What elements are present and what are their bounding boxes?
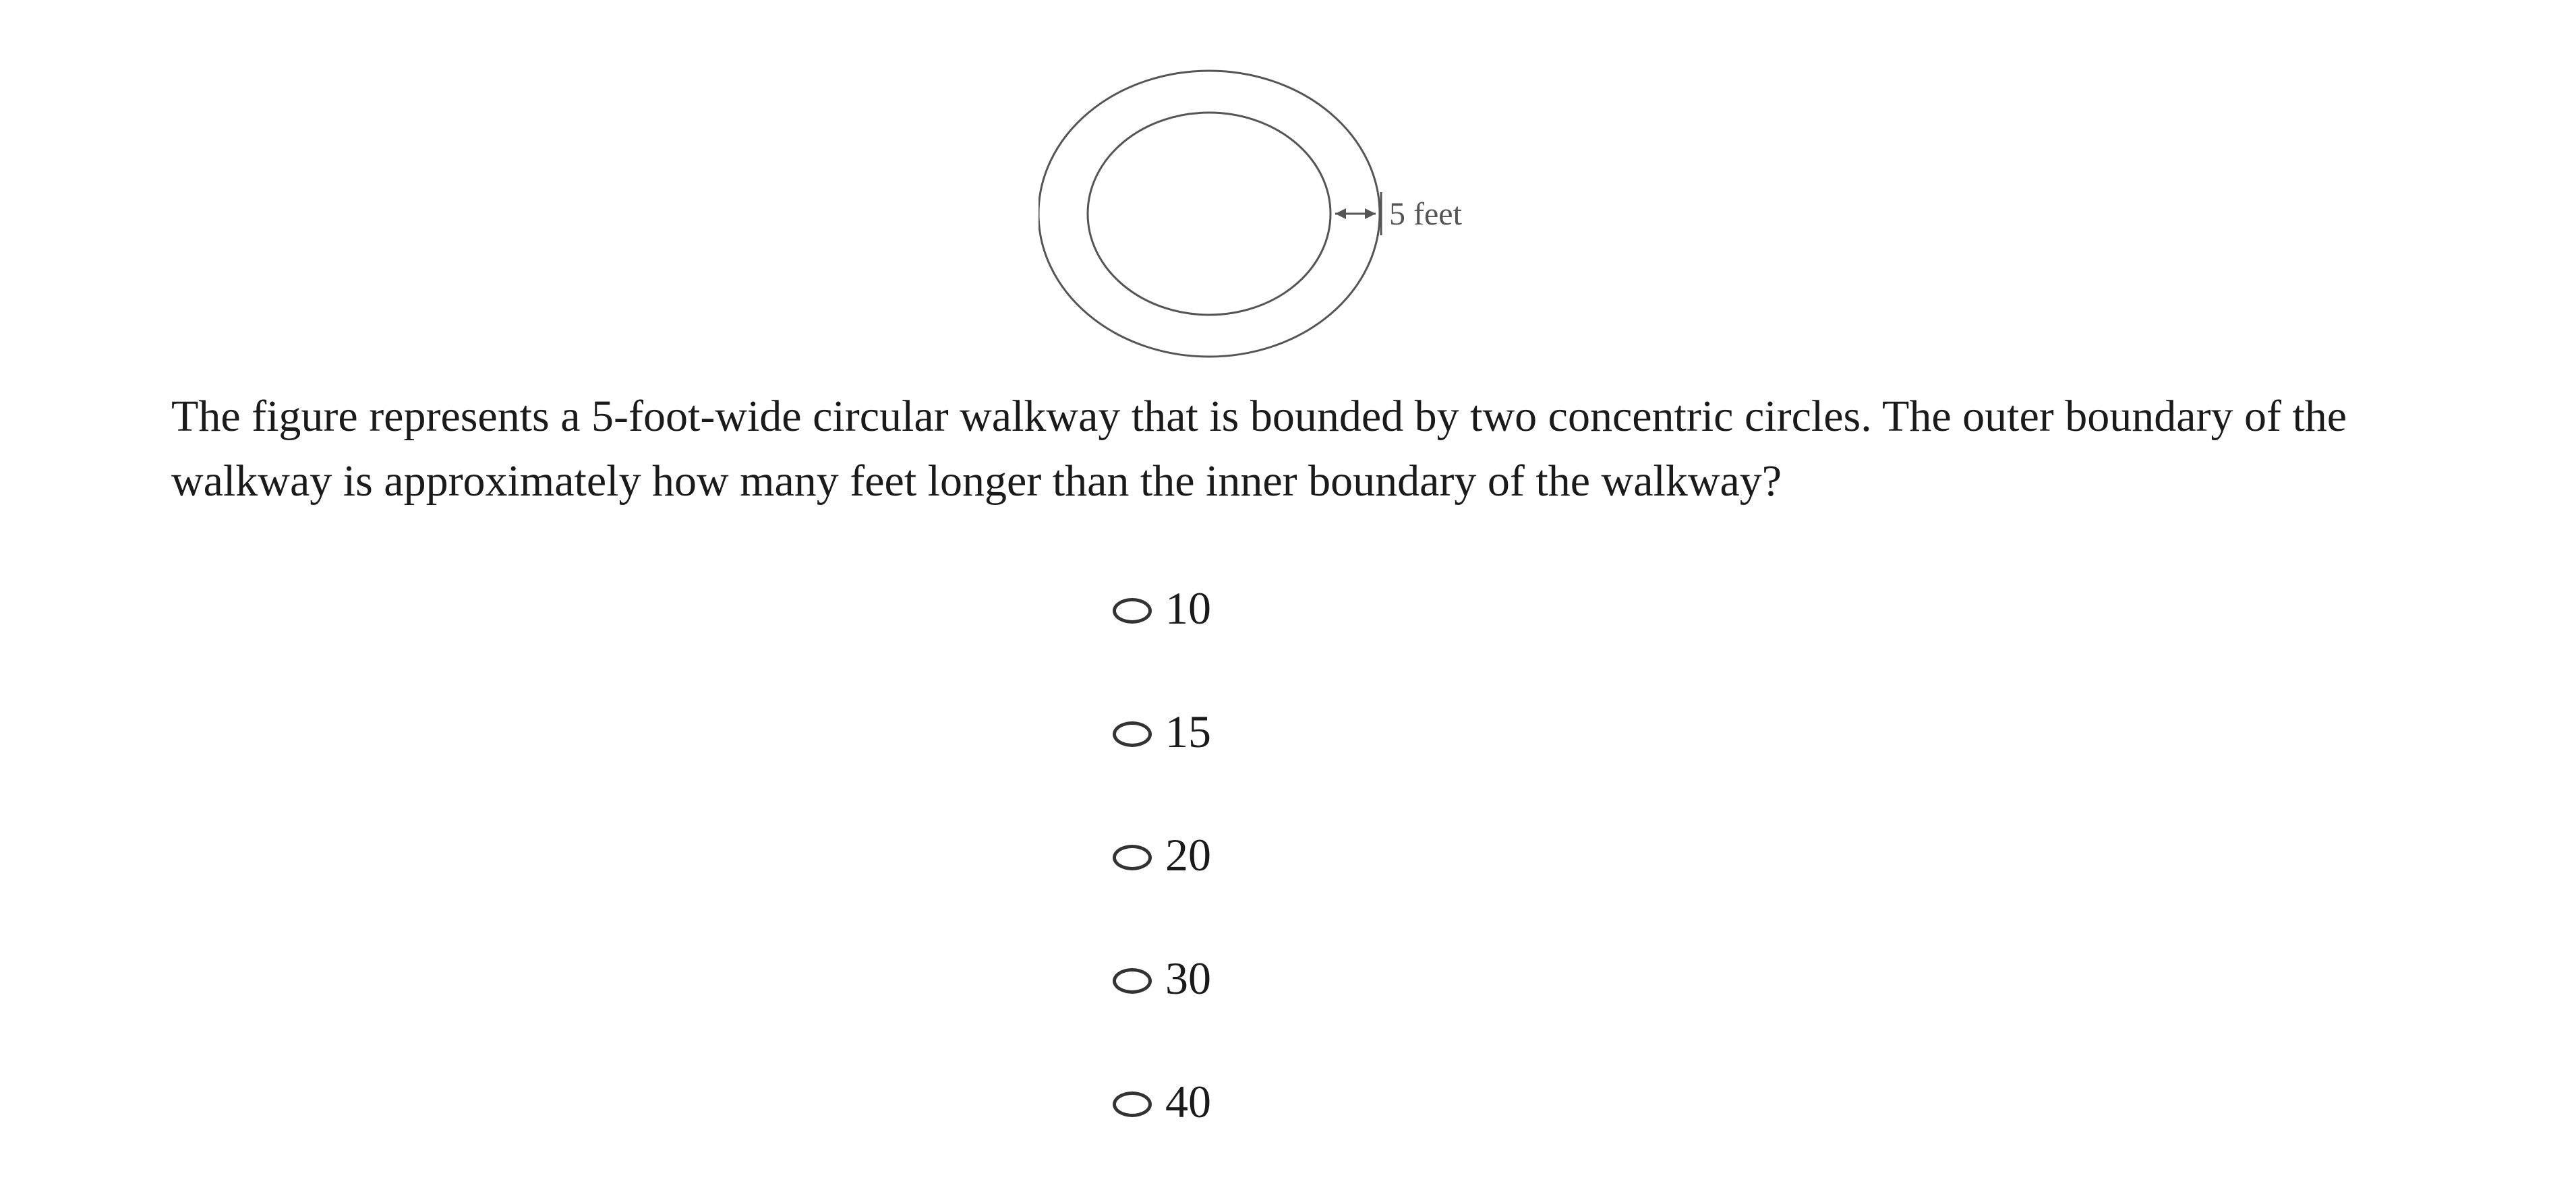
- radio-unselected-icon[interactable]: [1113, 598, 1152, 624]
- dimension-label: 5 feet: [1389, 196, 1462, 232]
- choice-option[interactable]: [1113, 821, 1211, 889]
- concentric-circles-diagram: [1038, 64, 1511, 367]
- choice-option[interactable]: [1113, 1068, 1211, 1135]
- choice-label: 20: [1165, 829, 1211, 880]
- radio-unselected-icon[interactable]: [1113, 968, 1152, 994]
- choice-label: 30: [1165, 953, 1211, 1004]
- answer-choices: [1113, 574, 1211, 1191]
- radio-unselected-icon[interactable]: [1113, 845, 1152, 870]
- question-text: The figure represents a 5-foot-wide circular walkway that is bounded by two concentric circles. The outer boundary of the walkway is approximately how many feet longer than the inner boundary of the walkway?: [171, 392, 2347, 506]
- choice-label: 40: [1165, 1076, 1211, 1127]
- choice-option[interactable]: [1113, 574, 1211, 642]
- choice-option[interactable]: [1113, 945, 1211, 1012]
- choice-option[interactable]: [1113, 698, 1211, 765]
- radio-unselected-icon[interactable]: [1113, 721, 1152, 747]
- walkway-figure: [1038, 64, 1511, 367]
- radio-unselected-icon[interactable]: [1113, 1092, 1152, 1117]
- outer-circle: [1038, 71, 1380, 357]
- choice-label: 15: [1165, 706, 1211, 757]
- choice-label: 10: [1165, 582, 1211, 634]
- inner-circle: [1088, 113, 1330, 315]
- double-arrow-icon: [1335, 192, 1381, 235]
